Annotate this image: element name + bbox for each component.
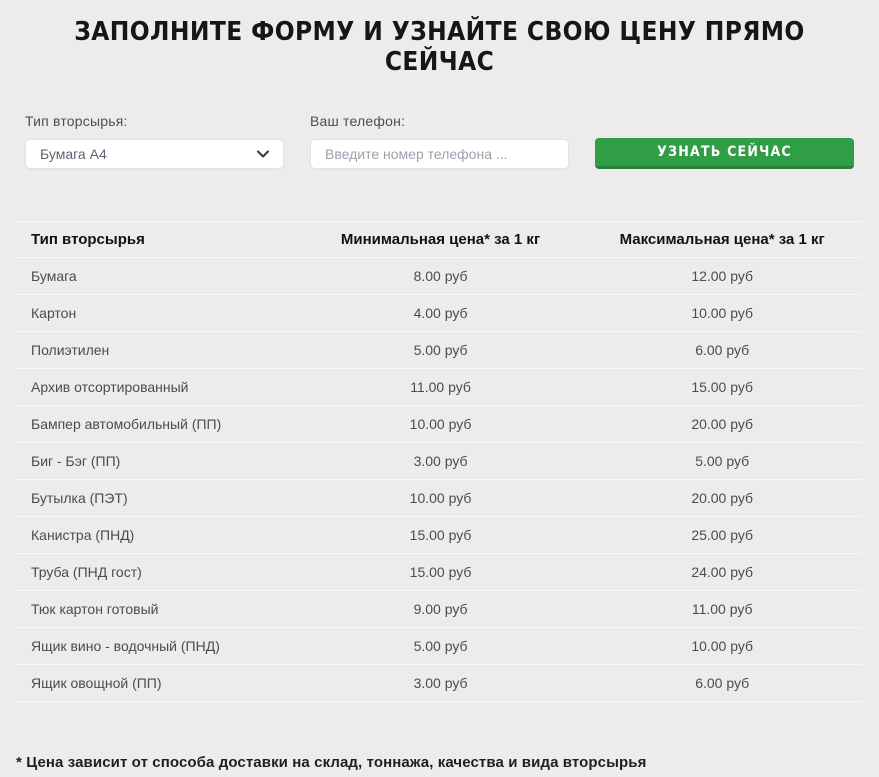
page-title: ЗАПОЛНИТЕ ФОРМУ И УЗНАЙТЕ СВОЮ ЦЕНУ ПРЯМО СЕЙЧАС [74,17,805,77]
col-header-max-price: Максимальная цена* за 1 кг [581,222,863,258]
min-price-cell: 10.00 руб [300,480,582,517]
material-type-cell: Архив отсортированный [16,369,300,406]
min-price-cell: 3.00 руб [300,665,582,702]
min-price-cell: 15.00 руб [300,554,582,591]
table-row [16,480,863,517]
min-price-cell: 3.00 руб [300,443,582,480]
price-table-section [16,221,863,702]
table-row [16,369,863,406]
table-row [16,406,863,443]
material-type-cell: Тюк картон готовый [16,591,300,628]
header-row [16,222,863,258]
phone-field-group [310,113,569,169]
submit-group [595,138,854,169]
min-price-cell: 10.00 руб [300,406,582,443]
max-price-cell: 20.00 руб [581,480,863,517]
table-row [16,517,863,554]
max-price-cell: 6.00 руб [581,332,863,369]
table-row [16,332,863,369]
material-type-cell: Ящик вино - водочный (ПНД) [16,628,300,665]
min-price-cell: 15.00 руб [300,517,582,554]
max-price-cell: 11.00 руб [581,591,863,628]
price-table-header [16,222,863,258]
price-table-body [16,258,863,702]
max-price-cell: 10.00 руб [581,295,863,332]
material-type-cell: Бумага [16,258,300,295]
material-field-group [25,113,284,169]
phone-input-label: Ваш телефон: [310,113,406,129]
material-select-label: Тип вторсырья: [25,113,128,129]
max-price-cell: 25.00 руб [581,517,863,554]
price-disclaimer-note: * Цена зависит от способа доставки на склад, тоннажа, качества и вида вторсырья [16,754,647,771]
max-price-cell: 10.00 руб [581,628,863,665]
price-table [16,221,863,702]
phone-input[interactable] [310,139,569,169]
min-price-cell: 4.00 руб [300,295,582,332]
min-price-cell: 5.00 руб [300,628,582,665]
material-type-cell: Труба (ПНД гост) [16,554,300,591]
chevron-down-icon [255,146,271,162]
material-type-cell: Бутылка (ПЭТ) [16,480,300,517]
max-price-cell: 5.00 руб [581,443,863,480]
material-type-cell: Канистра (ПНД) [16,517,300,554]
table-row [16,554,863,591]
material-type-cell: Картон [16,295,300,332]
min-price-cell: 8.00 руб [300,258,582,295]
col-header-min-price: Минимальная цена* за 1 кг [300,222,582,258]
min-price-cell: 5.00 руб [300,332,582,369]
table-row [16,443,863,480]
table-row [16,258,863,295]
table-row [16,295,863,332]
material-type-cell: Ящик овощной (ПП) [16,665,300,702]
min-price-cell: 11.00 руб [300,369,582,406]
col-header-type: Тип вторсырья [16,222,300,258]
material-type-cell: Полиэтилен [16,332,300,369]
max-price-cell: 24.00 руб [581,554,863,591]
max-price-cell: 6.00 руб [581,665,863,702]
table-row [16,628,863,665]
max-price-cell: 12.00 руб [581,258,863,295]
table-row [16,591,863,628]
material-select[interactable] [25,139,284,169]
material-type-cell: Бампер автомобильный (ПП) [16,406,300,443]
material-type-cell: Биг - Бэг (ПП) [16,443,300,480]
material-select-value: Бумага А4 [40,146,107,162]
max-price-cell: 20.00 руб [581,406,863,443]
find-out-now-button[interactable]: УЗНАТЬ СЕЙЧАС [595,138,854,169]
price-request-form [0,113,879,169]
max-price-cell: 15.00 руб [581,369,863,406]
table-row [16,665,863,702]
min-price-cell: 9.00 руб [300,591,582,628]
